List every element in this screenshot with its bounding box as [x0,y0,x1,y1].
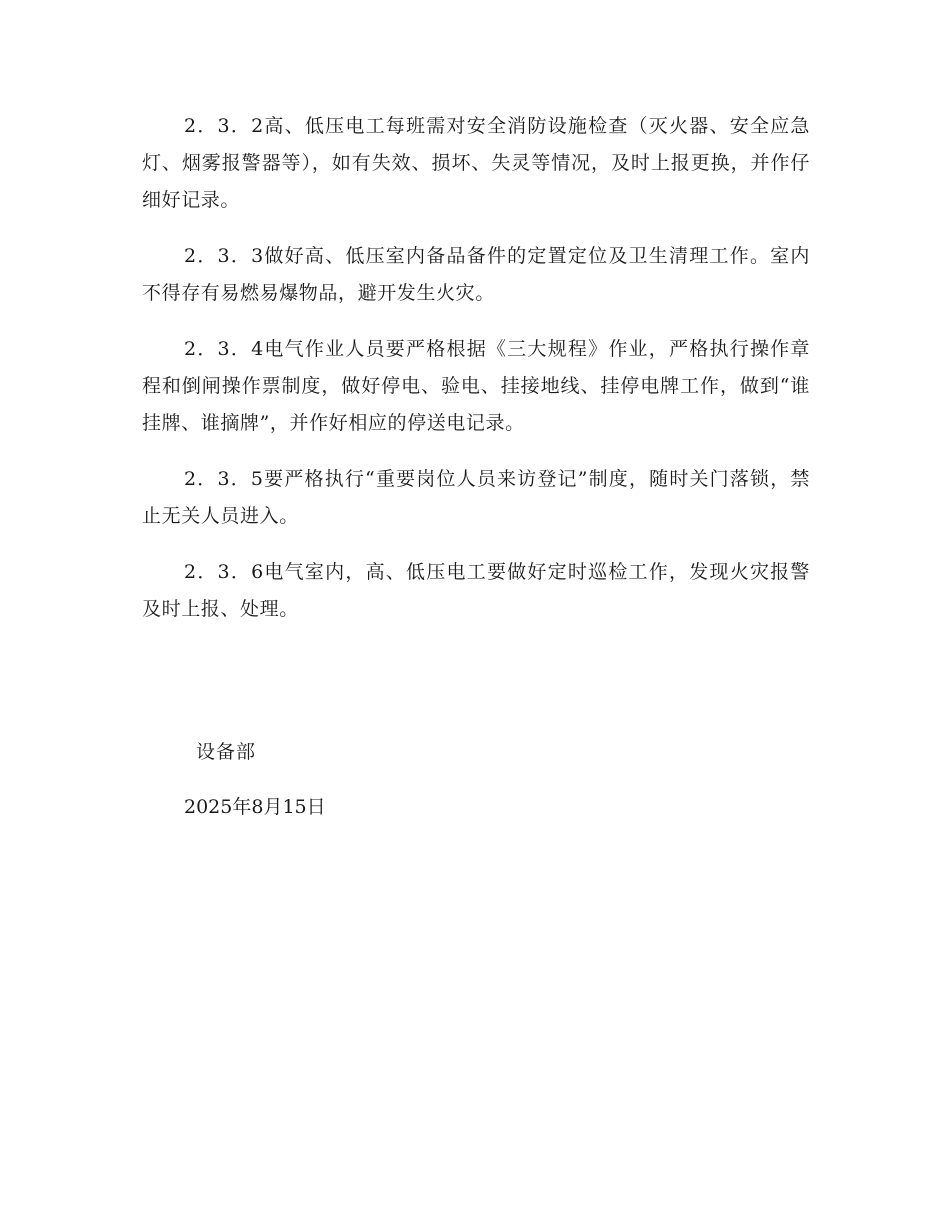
paragraph-2-3-4: 2．3．4电气作业人员要严格根据《三大规程》作业，严格执行操作章程和倒闸操作票制度，做好停电、验电、挂接地线、挂停电牌工作，做到“谁挂牌、谁摘牌”，并作好相应的停送电记录。 [142,338,810,434]
paragraph-2-3-6: 2．3．6电气室内，高、低压电工要做好定时巡检工作，发现火灾报警及时上报、处理。 [142,561,810,620]
document-body [142,108,810,647]
paragraph-2-3-5: 2．3．5要严格执行“重要岗位人员来访登记”制度，随时关门落锁，禁止无关人员进入。 [142,468,810,527]
signature-date: 2025年8月15日 [184,796,326,818]
signature-department: 设备部 [196,741,257,763]
paragraph-2-3-2: 2．3．2高、低压电工每班需对安全消防设施检查（灭火器、安全应急灯、烟雾报警器等），如有失效、损坏、失灵等情况，及时上报更换，并作仔细好记录。 [142,115,810,211]
paragraph-2-3-3: 2．3．3做好高、低压室内备品备件的定置定位及卫生清理工作。室内不得存有易燃易爆物品，避开发生火灾。 [142,245,810,304]
